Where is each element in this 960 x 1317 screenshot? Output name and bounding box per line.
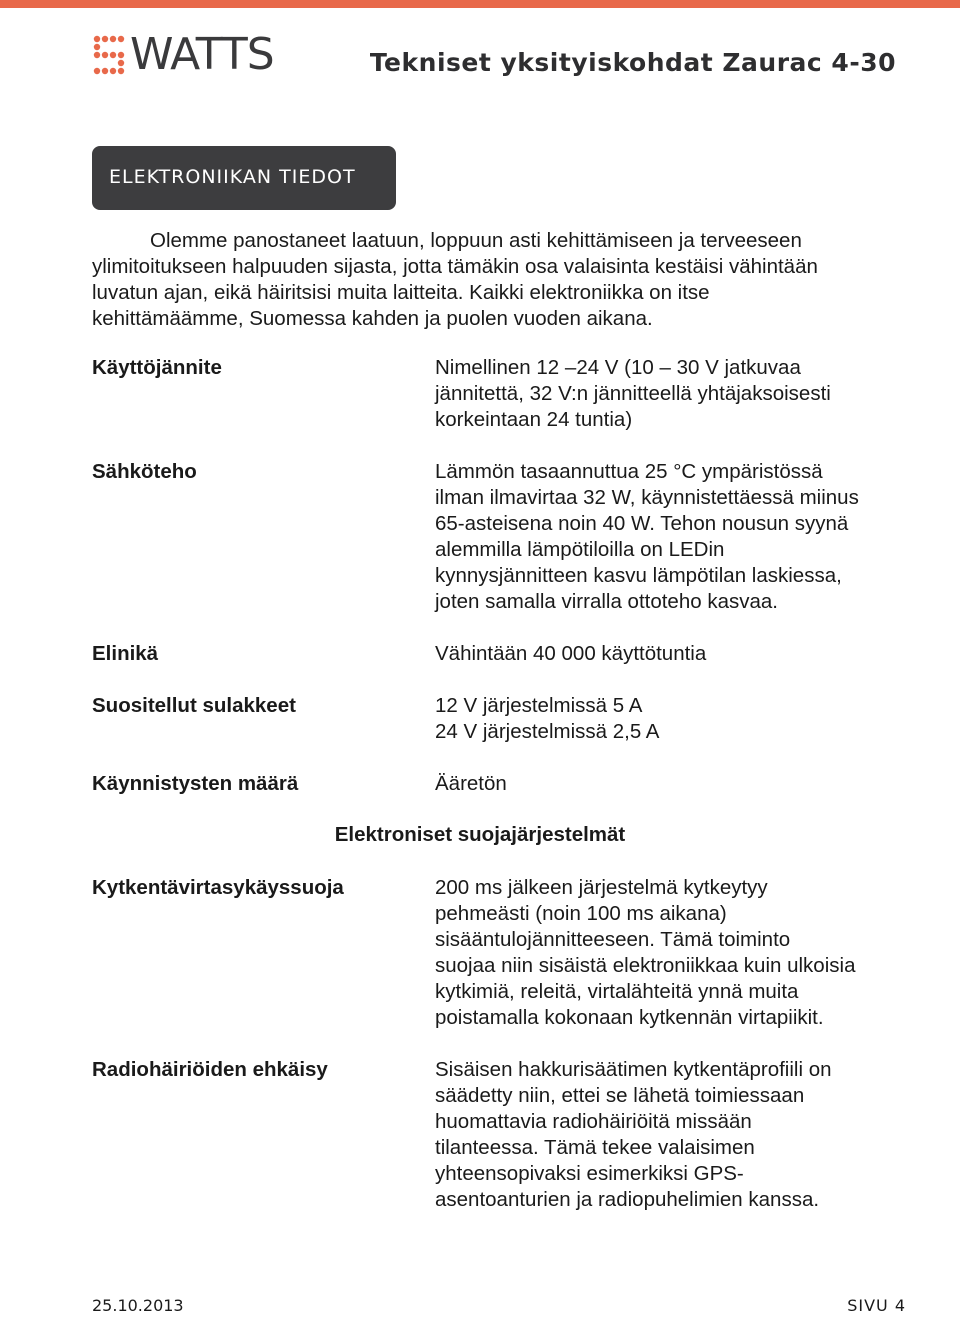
section-heading-box (92, 146, 396, 210)
spec-value-line: Vähintään 40 000 käyttötuntia (435, 642, 707, 665)
document-title: Tekniset yksityiskohdat Zaurac 4-30 (369, 48, 896, 77)
logo-dots-icon (92, 34, 126, 76)
spec-value-line: ilman ilmavirtaa 32 W, käynnistettäessä miinus (435, 486, 859, 509)
protection-label-radiohairio: Radiohäiriöiden ehkäisy (92, 1058, 328, 1081)
footer-date: 25.10.2013 (92, 1296, 184, 1315)
protection-value-kytkentavirta (435, 875, 915, 1031)
spec-label-sahkoteho: Sähköteho (92, 460, 197, 483)
spec-label-kaynnistysten-maara: Käynnistysten määrä (92, 772, 299, 795)
intro-paragraph (92, 228, 892, 332)
watts-logo (92, 29, 292, 80)
protection-value-line: pehmeästi (noin 100 ms aikana) (435, 902, 727, 925)
protection-value-line: suojaa niin sisäistä elektroniikkaa kuin ulkoisia (435, 954, 856, 977)
intro-line: kehittämäämme, Suomessa kahden ja puolen vuoden aikana. (92, 307, 653, 330)
spec-value-line: Lämmön tasaannuttua 25 °C ympäristössä (435, 460, 823, 483)
spec-value-line: 12 V järjestelmissä 5 A (435, 694, 643, 717)
spec-label-elinika: Elinikä (92, 642, 159, 665)
protection-value-line: kytkimiä, releitä, virtalähteitä ynnä muita (435, 980, 799, 1003)
protection-value-line: sisääntulojännitteeseen. Tämä toiminto (435, 928, 791, 951)
spec-value-line: kynnysjännitteen kasvu lämpötilan laskiessa, (435, 564, 842, 587)
spec-value-line: korkeintaan 24 tuntia) (435, 408, 633, 431)
protection-value-line: asentoanturien ja radiopuhelimien kanssa. (435, 1188, 820, 1211)
logo-text: WATTS (130, 29, 274, 80)
protection-value-line: säädetty niin, ettei se lähetä toimiessaan (435, 1084, 805, 1107)
protection-value-line: poistamalla kokonaan kytkennän virtapiikit. (435, 1006, 824, 1029)
protection-heading: Elektroniset suojajärjestelmät (334, 823, 626, 846)
spec-value-elinika (435, 641, 915, 667)
spec-value-kayttojannite (435, 355, 915, 433)
protection-value-line: yhteensopivaksi esimerkiksi GPS- (435, 1162, 744, 1185)
spec-value-line: alemmilla lämpötiloilla on LEDin (435, 538, 725, 561)
spec-value-sulakkeet (435, 693, 915, 745)
spec-value-kaynnistysten-maara (435, 771, 915, 797)
spec-label-kayttojannite: Käyttöjännite (92, 356, 222, 379)
spec-value-line: Nimellinen 12 –24 V (10 – 30 V jatkuvaa (435, 356, 801, 379)
spec-value-line: jännitettä, 32 V:n jännitteellä yhtäjaksoisesti (435, 382, 831, 405)
spec-value-line: 65-asteisena noin 40 W. Tehon nousun syynä (435, 512, 849, 535)
protection-value-line: tilanteessa. Tämä tekee valaisimen (435, 1136, 755, 1159)
spec-value-line: joten samalla virralla ottoteho kasvaa. (435, 590, 778, 613)
spec-value-line: Ääretön (435, 772, 507, 795)
spec-label-sulakkeet: Suositellut sulakkeet (92, 694, 296, 717)
intro-line: Olemme panostaneet laatuun, loppuun asti kehittämiseen ja terveeseen (150, 229, 802, 252)
protection-label-kytkentavirta: Kytkentävirtasykäyssuoja (92, 876, 344, 899)
spec-value-line: 24 V järjestelmissä 2,5 A (435, 720, 660, 743)
footer-page-number: SIVU 4 (847, 1296, 906, 1315)
section-heading: ELEKTRONIIKAN TIEDOT (109, 166, 356, 188)
protection-value-line: Sisäisen hakkurisäätimen kytkentäprofiili on (435, 1058, 832, 1081)
protection-value-radiohairio (435, 1057, 915, 1213)
intro-line: luvatun ajan, eikä häiritsisi muita laitteita. Kaikki elektroniikka on itse (92, 281, 710, 304)
spec-value-sahkoteho (435, 459, 915, 615)
protection-value-line: huomattavia radiohäiriöitä missään (435, 1110, 752, 1133)
protection-value-line: 200 ms jälkeen järjestelmä kytkeytyy (435, 876, 768, 899)
intro-line: ylimitoitukseen halpuuden sijasta, jotta tämäkin osa valaisinta kestäisi vähintään (92, 255, 818, 278)
top-accent-bar (0, 0, 960, 8)
